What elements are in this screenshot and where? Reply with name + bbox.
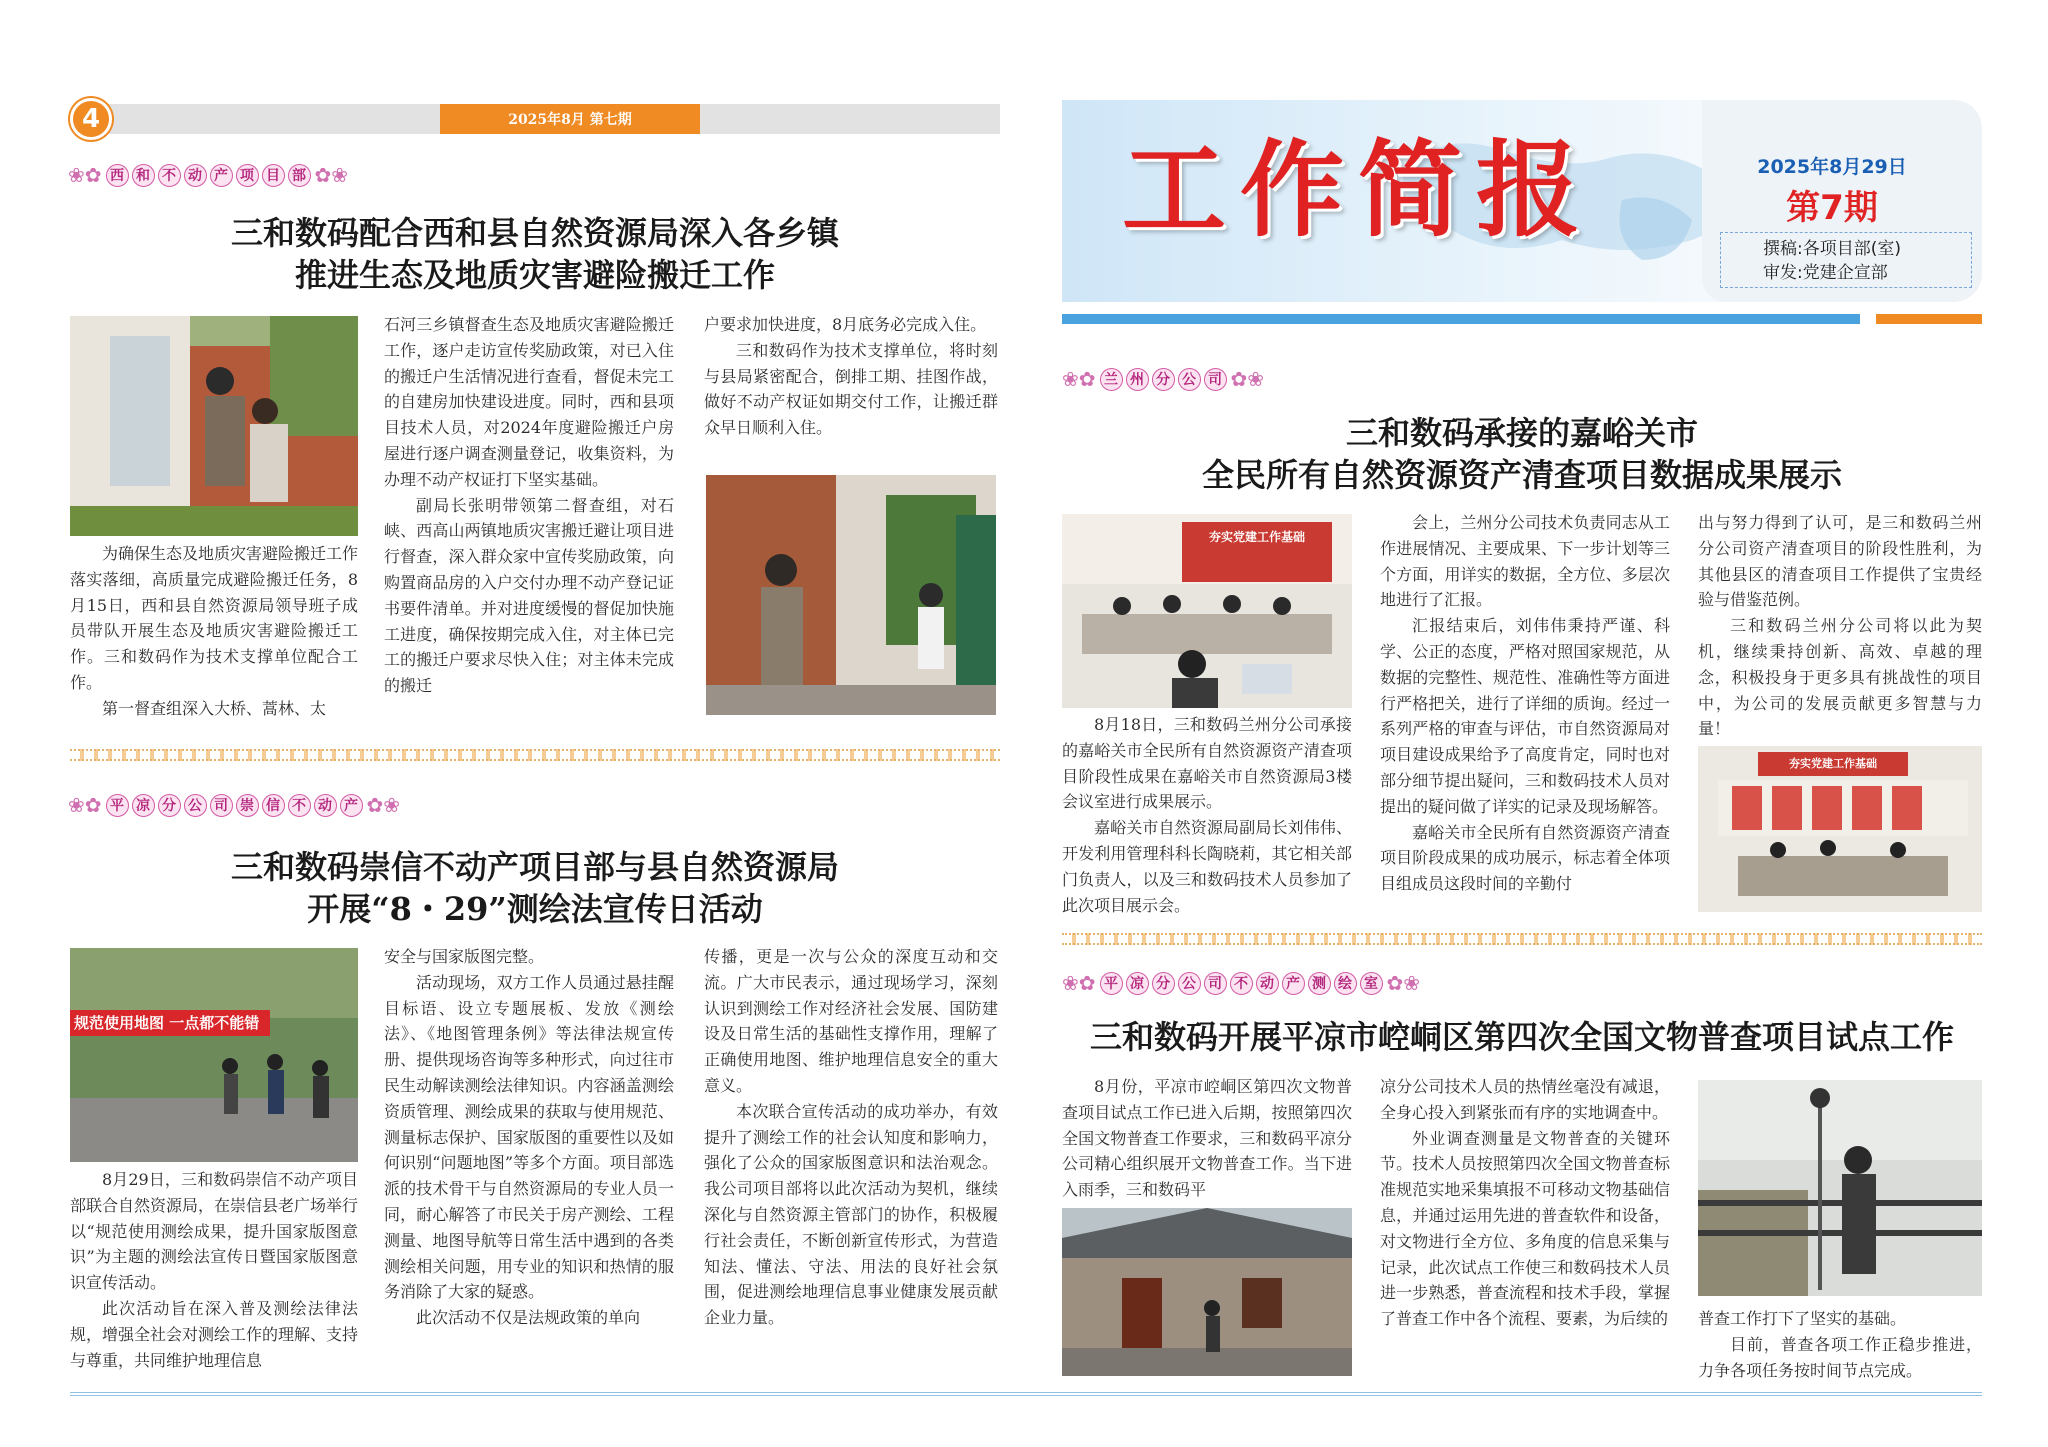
article1-paragraph: 第一督查组深入大桥、蒿林、太 — [102, 698, 327, 718]
article2-col3-text — [704, 944, 998, 1364]
tag-char: 司 — [210, 794, 233, 817]
flower-icon: ❀✿ — [68, 163, 102, 187]
tag-char: 分 — [1152, 368, 1175, 391]
article2-tag-chars — [106, 794, 363, 817]
article1-photo-wall — [70, 316, 358, 536]
masthead-info-panel — [1702, 100, 1982, 302]
article1-col1-text — [70, 541, 358, 722]
photo-banner-text: 规范使用地图 一点都不能错 — [74, 1014, 260, 1032]
tag-char: 司 — [1204, 368, 1227, 391]
article1-title-line2: 推进生态及地质灾害避险搬迁工作 — [294, 256, 775, 294]
article3-section-tag — [1062, 362, 1264, 396]
flower-icon: ✿❀ — [366, 793, 401, 817]
tag-char: 西 — [106, 164, 129, 187]
article1-col3-text — [704, 312, 998, 441]
article2-paragraph: 此次活动不仅是法规政策的单向 — [416, 1308, 641, 1328]
tag-char: 动 — [314, 794, 337, 817]
tag-char: 项 — [236, 164, 259, 187]
tag-char: 公 — [184, 794, 207, 817]
tag-char: 动 — [184, 164, 207, 187]
tag-char: 州 — [1126, 368, 1149, 391]
article3-paragraph: 出与努力得到了认可，是三和数码兰州分公司资产清查项目的阶段性胜利，为其他县区的清查项目工作提供了宝贵经验与借鉴范例。 — [1698, 513, 1982, 610]
tag-char: 分 — [1152, 972, 1175, 995]
article3-col1-text — [1062, 712, 1352, 918]
article3-paragraph: 汇报结束后，刘伟伟秉持严谨、科学、公正的态度，严格对照国家规范，从数据的完整性、规范性、准确性等方面进行严格把关，进行了详细的质询。经过一系列严格的审查与评估，市自然资源局对项目建设成果给予了高度肯定，同时也对部分细节提出疑问，三和数码技术人员对提出的疑问做了详实的记录及现场解答。 — [1380, 616, 1670, 816]
tag-char: 不 — [288, 794, 311, 817]
masthead-rule-orange — [1876, 314, 1982, 324]
tag-char: 凉 — [1126, 972, 1149, 995]
flower-icon: ❀✿ — [1062, 367, 1096, 391]
article4-title: 三和数码开展平凉市崆峒区第四次全国文物普查项目试点工作 — [1089, 1018, 1954, 1056]
masthead-review: 审发:党建企宣部 — [1763, 263, 1888, 283]
article4-col3-text — [1698, 1306, 1982, 1383]
article2-photo-square — [70, 948, 358, 1162]
tag-char: 兰 — [1100, 368, 1123, 391]
photo-banner-text: 夯实党建工作基础 — [1208, 530, 1305, 544]
right-divider-1 — [1062, 933, 1982, 945]
article3-paragraph: 三和数码兰州分公司将以此为契机，继续秉持创新、高效、卓越的理念，积极投身于更多具有挑战性的项目中，为公司的发展贡献更多智慧与力量！ — [1698, 616, 1982, 739]
tag-char: 测 — [1308, 972, 1331, 995]
tag-char: 动 — [1256, 972, 1279, 995]
article1-photo-caption: 为确保生态及地质灾害避险搬迁工作落实落细，高质量完成避险搬迁任务，8月15日，西和县自然资源局领导班子成员带队开展生态及地质灾害避险搬迁工作。三和数码作为技术支撑单位配合工作。 — [70, 544, 359, 692]
article3-title-line2: 全民所有自然资源资产清查项目数据成果展示 — [1201, 456, 1842, 494]
article2-paragraph: 本次联合宣传活动的成功举办，有效提升了测绘工作的社会认知度和影响力，强化了公众的国家版图意识和法治观念。我公司项目部将以此次活动为契机，继续深化与自然资源主管部门的协作，积极履行社会责任，不断创新宣传形式，为营造知法、懂法、守法、用法的良好社会氛围，促进测绘地理信息事业健康发展贡献企业力量。 — [704, 1101, 998, 1328]
article4-paragraph: 凉分公司技术人员的热情丝毫没有减退，全身心投入到紧张而有序的实地调查中。 — [1380, 1077, 1670, 1122]
article3-tag-chars — [1100, 368, 1227, 391]
page-number: 4 — [81, 104, 101, 134]
tag-char: 不 — [1230, 972, 1253, 995]
photo-banner-text: 夯实党建工作基础 — [1789, 757, 1877, 770]
article4-paragraph: 外业调查测量是文物普查的关键环节。技术人员按照第四次全国文物普查标准规范实地采集填报不可移动文物基础信息，并通过运用先进的普查软件和设备，对文物进行全方位、多角度的信息采集与记录，此次试点工作使三和数码技术人员进一步熟悉，普查流程和技术手段，掌握了普查工作中各个流程、要素，为后续的 — [1380, 1128, 1670, 1329]
article2-title-line2: 开展“8・29”测绘法宣传日活动 — [307, 890, 763, 928]
article3-headline — [1062, 412, 1982, 496]
article2-section-tag — [68, 788, 400, 822]
masthead-credits-box — [1720, 232, 1972, 288]
tag-char: 崇 — [236, 794, 259, 817]
article3-photo-conference-room — [1698, 746, 1982, 912]
article1-paragraph: 户要求加快进度，8月底务必完成入住。 — [704, 315, 987, 334]
tag-char: 凉 — [132, 794, 155, 817]
article2-col2-text — [384, 944, 674, 1384]
tag-char: 平 — [106, 794, 129, 817]
tag-char: 部 — [288, 164, 311, 187]
page-number-badge — [70, 98, 112, 140]
flower-icon: ❀✿ — [68, 793, 102, 817]
tag-char: 平 — [1100, 972, 1123, 995]
flower-icon: ✿❀ — [1386, 971, 1421, 995]
tag-char: 信 — [262, 794, 285, 817]
masthead-issue: 第7期 — [1786, 188, 1878, 228]
tag-char: 绘 — [1334, 972, 1357, 995]
article2-col1-text — [70, 1167, 358, 1373]
article3-paragraph: 会上，兰州分公司技术负责同志从工作进展情况、主要成果、下一步计划等三个方面，用详实的数据，全方位、多层次地进行了汇报。 — [1380, 513, 1670, 610]
article2-title-line1: 三和数码崇信不动产项目部与县自然资源局 — [230, 848, 839, 886]
tag-char: 司 — [1204, 972, 1227, 995]
article2-paragraph: 安全与国家版图完整。 — [384, 947, 545, 966]
tag-char: 分 — [158, 794, 181, 817]
article3-photo-meeting — [1062, 514, 1352, 708]
article2-headline — [70, 846, 1000, 930]
article3-paragraph: 嘉峪关市自然资源局副局长刘伟伟、开发利用管理科科长陶晓莉，其它相关部门负责人，以及三和数码技术人员参加了此次项目展示会。 — [1062, 818, 1352, 915]
tag-char: 公 — [1178, 972, 1201, 995]
tag-char: 和 — [132, 164, 155, 187]
footer-rule — [70, 1392, 1982, 1396]
tag-char: 产 — [210, 164, 233, 187]
article2-paragraph: 活动现场，双方工作人员通过悬挂醒目标语、设立专题展板、发放《测绘法》、《地图管理条例》等法律法规宣传册、提供现场咨询等多种形式，向过往市民生动解读测绘法律知识。内容涵盖测绘资质管理、测绘成果的获取与使用规范、测量标志保护、国家版图的重要性以及如何识别“问题地图”等多个方面。项目部选派的技术骨干与自然资源局的专业人员一同，耐心解答了市民关于房产测绘、工程测量、地图导航等日常生活中遇到的各类测绘相关问题，用专业的知识和热情的服务消除了大家的疑惑。 — [384, 972, 674, 1302]
article4-col2-text — [1380, 1074, 1670, 1384]
article4-photo-surveyor — [1698, 1080, 1982, 1296]
article4-paragraph: 8月份，平凉市崆峒区第四次文物普查项目试点工作已进入后期，按照第四次全国文物普查工作要求，三和数码平凉分公司精心组织展开文物普查工作。当下进入雨季，三和数码平 — [1062, 1077, 1352, 1200]
left-page-header — [70, 98, 1000, 140]
tag-char: 公 — [1178, 368, 1201, 391]
article1-col2-text — [384, 312, 674, 712]
flower-icon: ✿❀ — [1230, 367, 1265, 391]
article4-paragraph: 普查工作打下了坚实的基础。 — [1698, 1309, 1907, 1328]
tag-char: 产 — [340, 794, 363, 817]
article3-col2-text — [1380, 510, 1670, 920]
article3-paragraph: 嘉峪关市全民所有自然资源资产清查项目阶段成果的成功展示，标志着全体项目组成员这段时间的辛勤付 — [1380, 822, 1670, 894]
tag-char: 产 — [1282, 972, 1305, 995]
article4-section-tag — [1062, 966, 1420, 1000]
tag-char: 室 — [1360, 972, 1383, 995]
article2-paragraph: 传播，更是一次与公众的深度互动和交流。广大市民表示，通过现场学习，深刻认识到测绘工作对经济社会发展、国防建设及日常生活的基础性支撑作用，理解了正确使用地图、维护地理信息安全的重大意义。 — [704, 947, 998, 1095]
masthead-author: 撰稿:各项目部(室) — [1763, 239, 1901, 259]
article2-paragraph: 此次活动旨在深入普及测绘法律法规，增强全社会对测绘工作的理解、支持与尊重，共同维护地理信息 — [70, 1298, 359, 1370]
tag-char: 不 — [158, 164, 181, 187]
article1-paragraph: 副局长张明带领第二督查组，对石峡、西高山两镇地质灾害搬迁避让项目进行督查，深入群众家中宣传奖励政策，向购置商品房的入户交付办理不动产登记证书要件清单。并对进度缓慢的督促加快施工进度，确保按期完成入住，对主体已完工的搬迁户要求尽快入住；对主体未完成的搬迁 — [384, 495, 674, 696]
issue-ribbon — [440, 104, 700, 134]
article1-paragraph: 石河三乡镇督查生态及地质灾害避险搬迁工作，逐户走访宣传奖励政策，对已入住的搬迁户生活情况进行查看，督促未完工的自建房加快建设进度。同时，西和县项目技术人员，对2024年度避险搬迁户房屋进行逐户调查测量登记，收集资料，为办理不动产权证打下坚实基础。 — [384, 315, 674, 489]
article4-paragraph: 目前，普查各项工作正稳步推进，力争各项任务按时间节点完成。 — [1698, 1334, 1982, 1380]
article4-col1-text — [1062, 1074, 1352, 1203]
left-divider-1 — [70, 749, 1000, 761]
article1-photo-courtyard — [706, 475, 996, 715]
tag-char: 目 — [262, 164, 285, 187]
flower-icon: ✿❀ — [314, 163, 349, 187]
masthead-rule-blue — [1062, 314, 1860, 324]
masthead — [1062, 100, 1982, 302]
masthead-title: 工作简报 — [1122, 129, 1595, 251]
issue-line: 2025年8月 第七期 — [508, 112, 632, 128]
article2-photo-caption: 8月29日，三和数码崇信不动产项目部联合自然资源局，在崇信县老广场举行以“规范使用测绘成果，提升国家版图意识”为主题的测绘法宣传日暨国家版图意识宣传活动。 — [70, 1170, 359, 1293]
article4-photo-building — [1062, 1208, 1352, 1376]
article3-col3-text — [1698, 510, 1982, 742]
article3-title-line1: 三和数码承接的嘉峪关市 — [1345, 414, 1698, 452]
article1-tag-chars — [106, 164, 311, 187]
article1-section-tag — [68, 158, 348, 192]
article1-paragraph: 三和数码作为技术支撑单位，将时刻与县局紧密配合，倒排工期、挂图作战，做好不动产权证如期交付工作，让搬迁群众早日顺利入住。 — [704, 340, 998, 438]
article4-headline — [1062, 1016, 1982, 1058]
article3-photo-caption: 8月18日，三和数码兰州分公司承接的嘉峪关市全民所有自然资源资产清查项目阶段性成果在嘉峪关市自然资源局3楼会议室进行成果展示。 — [1062, 715, 1352, 812]
flower-icon: ❀✿ — [1062, 971, 1096, 995]
masthead-date: 2025年8月29日 — [1757, 156, 1907, 178]
article1-title-line1: 三和数码配合西和县自然资源局深入各乡镇 — [230, 214, 839, 252]
article4-tag-chars — [1100, 972, 1383, 995]
article1-headline — [70, 212, 1000, 296]
